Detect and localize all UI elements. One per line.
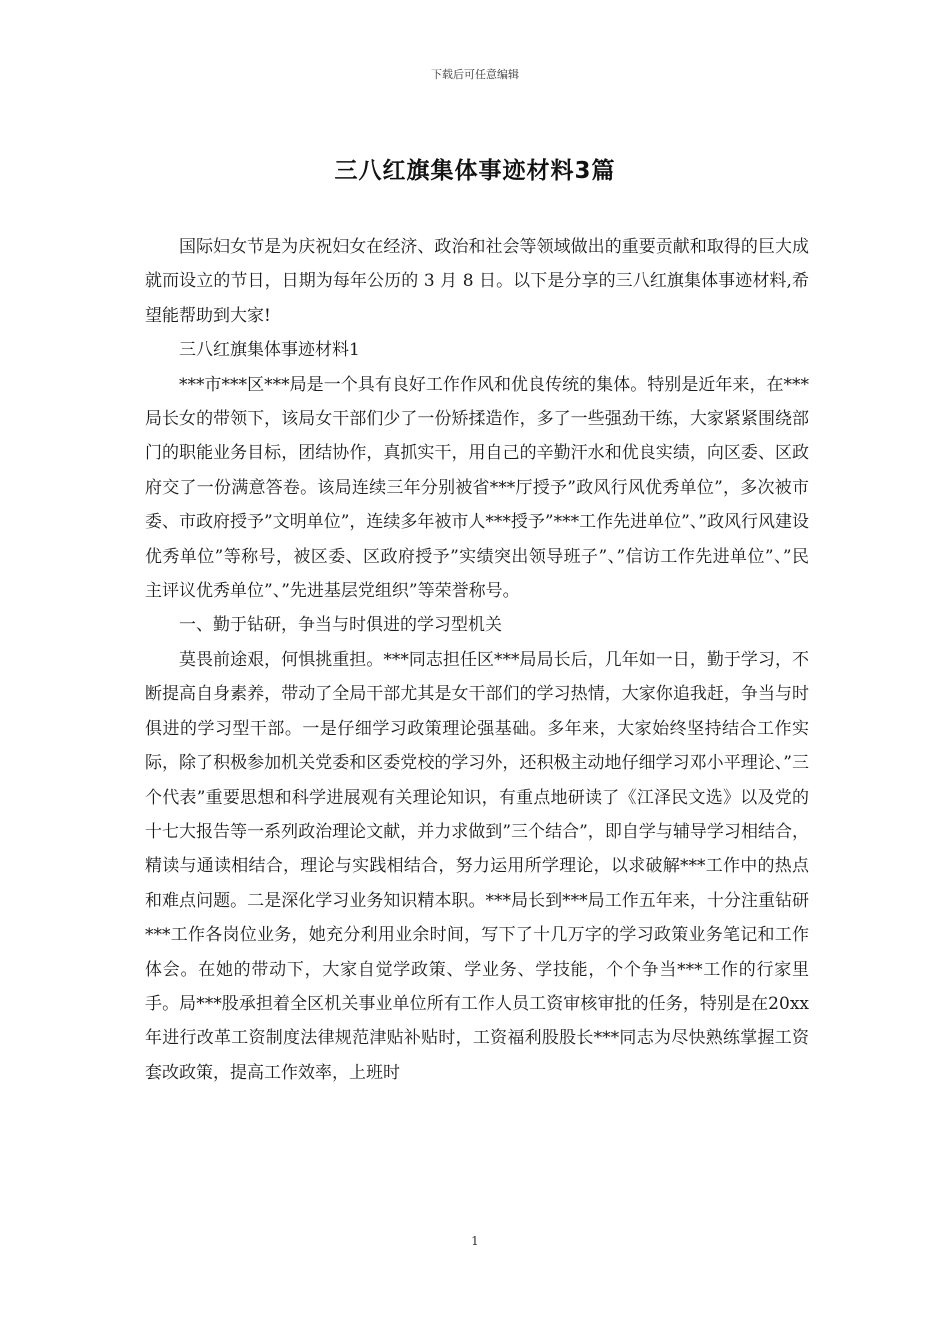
section-heading: 三八红旗集体事迹材料1: [179, 340, 360, 361]
document-title: 三八红旗集体事迹材料3篇: [334, 158, 616, 184]
subsection-heading: 一、勤于钻研，争当与时俱进的学习型机关: [179, 615, 502, 636]
paragraph-intro: 国际妇女节是为庆祝妇女在经济、政治和社会等领域做出的重要贡献和取得的巨大成就而设立的节日，日期为每年公历的 3 月 8 日。以下是分享的三八红旗集体事迹材料,希望能帮助到大家!: [145, 237, 809, 326]
paragraph-study: 莫畏前途艰，何惧挑重担。***同志担任区***局局长后，几年如一日，勤于学习，不断提高自身素养，带动了全局干部尤其是女干部们的学习热情，大家你追我赶，争当与时俱进的学习型干部。一是仔细学习政策理论强基础。多年来，大家始终坚持结合工作实际，除了积极参加机关党委和区委党校的学习外，还积极主动地仔细学习邓小平理论、”三个代表”重要思想和科学进展观有关理论知识，有重点地研读了《江泽民文选》以及党的十七大报告等一系列政治理论文献，并力求做到”三个结合”，即自学与辅导学习相结合，精读与通读相结合，理论与实践相结合，努力运用所学理论，以求破解***工作中的热点和难点问题。二是深化学习业务知识精本职。***局长到***局工作五年来，十分注重钻研***工作各岗位业务，她充分利用业余时间，写下了十几万字的学习政策业务笔记和工作体会。在她的带动下，大家自觉学政策、学业务、学技能，个个争当***工作的行家里手。局***股承担着全区机关事业单位所有工作人员工资审核审批的任务，特别是在20xx年进行改革工资制度法律规范津贴补贴时，工资福利股股长***同志为尽快熟练掌握工资套改政策，提高工作效率，上班时: [145, 649, 809, 1083]
header-note: 下载后可任意编辑: [431, 68, 519, 81]
document-body: [145, 230, 809, 1090]
page-number: 1: [471, 1234, 479, 1248]
paragraph-unit-overview: ***市***区***局是一个具有良好工作作风和优良传统的集体。特别是近年来，在***局长女的带领下，该局女干部们少了一份矫揉造作，多了一些强劲干练，大家紧紧围绕部门的职能业务目标，团结协作，真抓实干，用自己的辛勤汗水和优良实绩，向区委、区政府交了一份满意答卷。该局连续三年分别被省***厅授予”政风行风优秀单位”，多次被市委、市政府授予”文明单位”，连续多年被市人***授予”***工作先进单位”、”政风行风建设优秀单位”等称号，被区委、区政府授予”实绩突出领导班子”、”信访工作先进单位”、”民主评议优秀单位”、”先进基层党组织”等荣誉称号。: [145, 374, 809, 602]
